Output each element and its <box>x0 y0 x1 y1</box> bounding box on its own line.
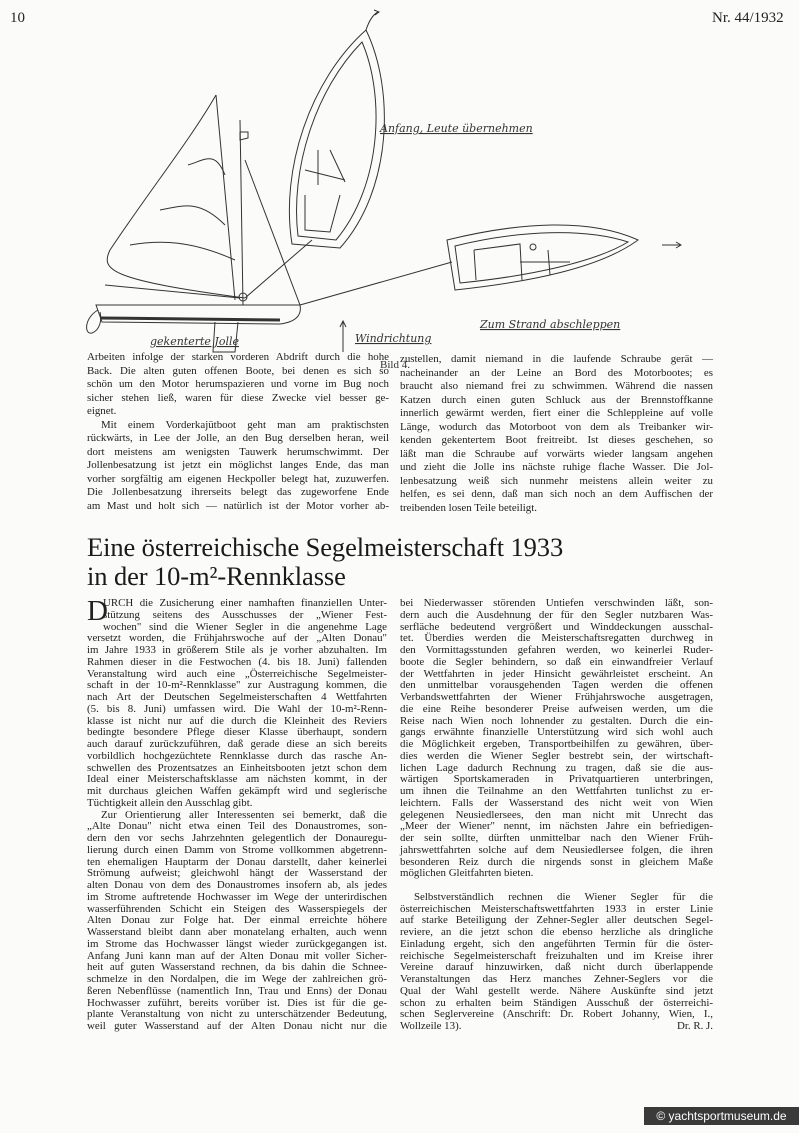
text-line: dern den vor sechs Jahrzehnten gelegentlich der Donauregu- <box>87 832 387 844</box>
text-line: klasse ist nicht nur auf die durch die Kleinheit des Reviers <box>87 714 387 727</box>
text-line: Alten Donau zur Folge hat. Der einmal erreichte höhere <box>87 914 387 927</box>
text-line: tet. Überdies werden die Meisterschaftsregatten durchweg in <box>400 632 713 645</box>
text-line: Strömung aufweist; gleichwohl hängt der Wasserstand der <box>87 867 387 880</box>
headline-line-1: Eine österreichische Segelmeisterschaft 1933 <box>87 532 564 562</box>
top-right-column <box>400 353 713 515</box>
text-line: die Möglichkeit ergeben, Transportbeihilfen zu gewähren, über- <box>400 738 713 750</box>
drop-cap: D <box>87 595 108 627</box>
figure-caption: Bild 4. <box>380 359 410 371</box>
last-line: Wollzeile 13). <box>400 1020 462 1032</box>
label-wind-direction: Windrichtung <box>355 332 432 345</box>
text-line: nach Art der Deutschen Segelmeisterschaften 4 Wettfahrten <box>87 691 387 703</box>
capsized-dinghy-icon <box>87 95 301 352</box>
text-line: Jollenbesatzung ist jetzt ein möglichst langes Ende, das man <box>87 459 389 471</box>
text-line: wasserführenden Schicht ein Steigen des Wasserspiegels der <box>87 902 387 915</box>
text-line: weil guter Wasserstand auf der Alten Donau nicht nur die <box>87 1020 387 1032</box>
text-line: Ideal einer Meisterschaftsklasse am nächsten kommt, in der <box>87 773 387 786</box>
text-line: Selbstverständlich rechnen die Wiener Segler für die <box>414 890 713 903</box>
label-tow-to-beach: Zum Strand abschleppen <box>480 318 621 331</box>
article-right-column <box>400 598 713 1033</box>
text-line: die eine Reihe besonderer Preise aufweisen werden, um die <box>400 702 713 715</box>
text-line: der sein sollte, dürften unmittelbar nach den Wiener Früh- <box>400 832 713 844</box>
text-line: URCH die Zusicherung einer namhaften finanziellen Unter- <box>103 597 387 609</box>
text-line: Wasserstand bleibt dann aber monatelang erhalten, auch wenn <box>87 926 387 938</box>
text-line: der Wettfahrten in jeder Hinsicht gewährleistet erscheint. An <box>400 667 713 680</box>
text-line: Back. Die alten guten offenen Boote, bei denen es sich so <box>87 364 389 377</box>
text-line: auch darauf zurückzuführen, daß gerade diese an sich bereits <box>87 738 387 750</box>
text-line: reviere, an die jetzt schon die ebenso herzliche als dringliche <box>400 926 713 938</box>
figure-capsized-dinghy-rescue <box>0 0 799 380</box>
text-line: Mit einem Vorderkajütboot geht man am praktischsten <box>101 418 389 431</box>
text-line: versetzt worden, die Frühjahrswoche auf der „Alten Donau" <box>87 632 387 645</box>
text-line: „Meer der Wiener" nennt, im nächsten Jahre ein befriedigen- <box>400 820 713 833</box>
author-signature: Dr. R. J. <box>676 1020 713 1032</box>
text-line: (5. bis 8. Juni) umfassen wird. Die Wahl der 10-m²-Renn- <box>87 702 387 715</box>
text-line: bei Niederwasser störenden Untiefen verschwinden läßt, son- <box>400 597 713 609</box>
text-line: im Strome das Hochwasser längst wieder zurückgegangen ist. <box>87 937 387 950</box>
text-line: gelegenen Neusiedlersees, den man nicht mit Unrecht das <box>400 808 713 821</box>
text-line: Hochwasser zuführt, bereits vorüber ist. Dies ist für die ge- <box>87 996 387 1009</box>
text-line: vorbildlich hochgezüchtete Rennklasse durch das rasche An- <box>87 749 387 762</box>
text-line: Veranstaltung wird auch eine „Österreichische Segelmeister- <box>87 667 387 680</box>
text-line: alten Donau von dem des Donaustromes insofern ab, als jedes <box>87 879 387 891</box>
text-line: lichen Lage dadurch Rechnung zu tragen, daß sie die aus- <box>400 761 713 774</box>
text-line: Tüchtigkeit allein den Ausschlag gibt. <box>87 796 253 809</box>
text-line: leichtern. Falls der Wasserstand des nicht weit von Wien <box>400 796 713 809</box>
text-line: dies werden die Wiener Segler bestrebt sein, der wirtschaft- <box>400 749 713 762</box>
headline-line-2: in der 10-m²-Rennklasse <box>87 561 346 591</box>
paragraph <box>87 351 389 419</box>
paragraph <box>400 598 713 880</box>
text-line: österreichischen Meisterschaftswettfahrten 1933 in erster Linie <box>400 902 713 915</box>
text-line: rückwärts, in Lee der Jolle, an den Bug derselben heran, weil <box>87 432 389 444</box>
text-line: treibenden losen Teile beteiligt. <box>400 501 537 514</box>
paragraph <box>400 353 713 515</box>
text-line: auf starke Beteiligung der Zehner-Segler aller deutschen Segel- <box>400 914 713 927</box>
text-line: eignet. <box>87 405 117 417</box>
paragraph <box>400 892 713 1021</box>
text-line: besonderen Reiz durch die nirgends sonst in gleichem Maße <box>400 855 713 868</box>
text-line: zustellen, damit niemand in die laufende Schraube gerät — <box>400 353 713 365</box>
text-line: wochen" sind die Wiener Segler in die angenehme Lage <box>103 620 387 633</box>
text-line: helfen, es sei denn, daß man sich noch an dem Auffischen der <box>400 488 713 500</box>
text-line: nacheinander an der Leine an Bord des Motorbootes; es <box>400 366 713 379</box>
text-line: Einladung ergeht, sich den angeführten Termin für die öster- <box>400 937 713 950</box>
text-line: schwellen des Prozentsatzes an Einheitsbooten jetzt schon dem <box>87 761 387 774</box>
text-line: Reise nach Wien noch lohnender zu gestalten. Durch die ein- <box>400 714 713 727</box>
paragraph <box>87 419 389 514</box>
dinghy-top-view-icon <box>289 10 384 248</box>
text-line: Zur Orientierung aller Interessenten sei bemerkt, daß die <box>101 808 387 821</box>
text-line: und zieht die Jolle ins nächste ruhige flache Wasser. Die Jol- <box>400 461 713 473</box>
text-line: „Alte Donau" nicht etwa einen Teil des Donaustromes, son- <box>87 820 387 833</box>
text-line: möglichen Gleitfahrten bieten. <box>400 867 534 880</box>
text-line: den Vormittagsstunden gefahren werden, wo keinerlei Ruder- <box>400 644 713 656</box>
text-line: innerlich gewärmt werden, fiert einer die Schleppleine auf volle <box>400 407 713 419</box>
text-line: kenden gekentertem Boot freitreibt. Ist dieses geschehen, so <box>400 434 713 446</box>
text-line: im Strome auftretende Hochwasser im Wege der unterirdischen <box>87 890 387 903</box>
top-left-column <box>87 351 389 513</box>
text-line: am Mast und holt sich — natürlich ist der Motor vorher ab- <box>87 499 389 512</box>
text-line: um ihnen die Teilnahme an den Wettfahrten tunlichst zu er- <box>400 785 713 797</box>
paragraph <box>87 595 387 810</box>
text-line: Arbeiten infolge der starken vorderen Abdrift durch die hohe <box>87 351 389 363</box>
text-line: lierung durch einen Damm von Strome vollkommen abgetrenn- <box>87 843 387 856</box>
text-line: schen Seglervereine (Anschrift: Dr. Robert Johanny, Wien, I., <box>400 1008 713 1021</box>
label-capsized-dinghy: gekenterte Jolle <box>150 335 240 348</box>
text-line: stützung seitens des Ausschusses der „Wiener Fest- <box>103 608 387 621</box>
text-line: Qual der Wahl gestellt werde. Nähere Auskünfte sind jetzt <box>400 984 713 997</box>
text-line: plante Veranstaltung von nicht zu unterschätzender Bedeutung, <box>87 1008 387 1021</box>
issue-number: Nr. 44/1932 <box>712 10 784 26</box>
text-line: dern auch die Ausdehnung der für den Segler nutzbaren Was- <box>400 608 713 621</box>
text-line: lenbesatzung weiß sich nunmehr meistens allein weiter zu <box>400 474 713 487</box>
text-line: ßeren Nebenflüsse (namentlich Inn, Trau und Enns) der Donau <box>87 984 387 997</box>
text-line: Vereine darauf hinzuwirken, daß nicht durch überlappende <box>400 961 713 974</box>
text-line: jahrswettfahrten solche auf dem Neusiedlersee folgen, die ihren <box>400 843 713 856</box>
text-line: gangs erwähnte finanzielle Unterstützung wird sich wohl auch <box>400 726 713 739</box>
text-line: im Jahre 1933 in größerem Stile als je vorher abzuhalten. Im <box>87 644 387 656</box>
text-line: boote die Segler behindern, so daß ein einwandfreier Verlauf <box>400 655 713 668</box>
text-line: mit durchaus gleichen Waffen gekämpft wird und seglerische <box>87 785 387 797</box>
text-line: Die Jollenbesatzung ihrerseits belegt das zugeworfene Ende <box>87 486 389 498</box>
text-line: bedingte besondere Pflege dieser Klasse überhaupt, sondern <box>87 726 387 739</box>
text-line: Länge, wodurch das Motorboot von dem als Treibanker wir- <box>400 420 713 433</box>
text-line: braucht also niemand frei zu schwimmen. Während die nassen <box>400 380 713 392</box>
text-line: ten ehemaligen Hauptarm der Donau darstellt, daher keinerlei <box>87 855 387 868</box>
text-line: läßt man die Schraube auf vorwärts wieder langsam angehen <box>400 447 713 460</box>
text-line: schön um den Motor herumspazieren und vorne im Bug noch <box>87 378 389 390</box>
text-line: heit auf guten Wasserstand rechnen, da bis dahin die Schnee- <box>87 961 387 974</box>
watermark: © yachtsportmuseum.de <box>644 1107 799 1125</box>
paragraph <box>87 810 387 1033</box>
text-line: dort meistens am wenigsten Tauwerk herumschwimmt. Der <box>87 445 389 458</box>
text-line: schaft in der 10-m²-Rennklasse" zur Austragung kommen, die <box>87 679 387 692</box>
text-line: Anfang Juni kann man auf der Alten Donau mit voller Sicher- <box>87 949 387 962</box>
page-number: 10 <box>10 10 25 26</box>
label-start: Anfang, Leute übernehmen <box>380 122 533 135</box>
text-line: sicher stehen ließ, waren für diese Zwecke viel besser ge- <box>87 391 389 404</box>
text-line: Verbandswettfahrten der Wiener Frühjahrswoche ausgetragen, <box>400 691 713 703</box>
article-left-column <box>87 595 387 1033</box>
text-line: serfläche bedeutend vergrößert und Winddeckungen ausschal- <box>400 620 713 633</box>
text-line: den unmittelbar vorausgehenden Tagen werden die offenen <box>400 679 713 692</box>
text-line: reichische Segelmeisterschaft freizuhalten und im Kreise ihrer <box>400 949 713 962</box>
text-line: Katzen durch einen guten Schluck aus der Brennstoffkanne <box>400 393 713 406</box>
text-line: vorher sorgfältig am eigenen Heckpoller belegt hat, zuzuwerfen. <box>87 472 389 485</box>
text-line: schmelze in den Nordalpen, die im Wege der zahlreichen grö- <box>87 973 387 985</box>
text-line: schon zu erhalten beim Ständigen Ausschuß der österreichi- <box>400 996 713 1009</box>
text-line: Rahmen dieser in die Festwochen (4. bis 18. Juni) fallenden <box>87 655 387 668</box>
motorboat-icon <box>447 225 638 290</box>
closing-line <box>400 1021 713 1033</box>
article-headline <box>87 533 563 591</box>
text-line: wärtigen Sportskameraden in Privatquartieren unterbringen, <box>400 773 713 786</box>
text-line: Veranstaltungen das Herz manches Zehner-Seglers vor die <box>400 973 713 985</box>
